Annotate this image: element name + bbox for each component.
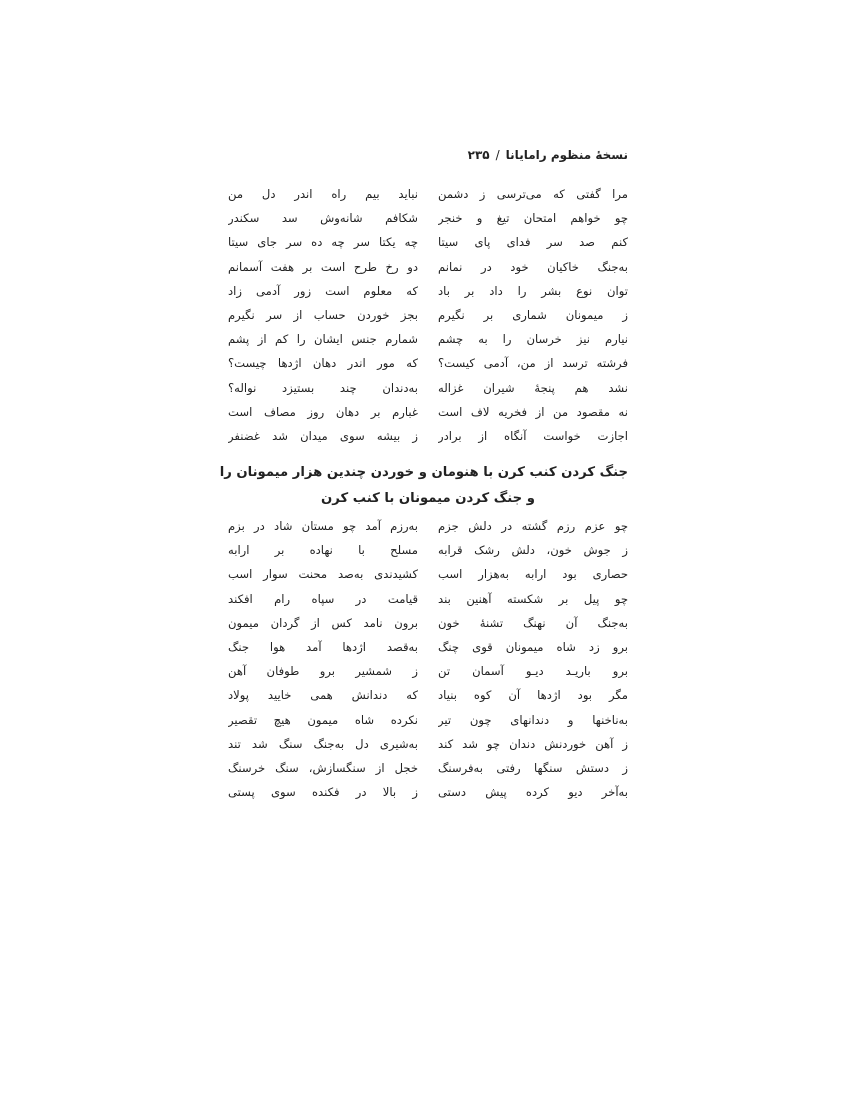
verse-row [228,589,628,613]
verse-row [228,661,628,685]
verse-row [228,540,628,564]
second-hemistich: شمارم جنس ایشان را کم از پشم [228,332,418,347]
second-hemistich: برون نامد کس از گردان میمون [228,615,418,630]
second-hemistich: ز بیشه سوی میدان شد غضنفر [228,428,418,443]
verse-row [228,613,628,637]
verse-row [228,257,628,281]
second-hemistich: خجل از سنگسازش، سنگ خرسنگ [228,760,418,775]
first-hemistich: به‌جنگ آن نهنگ تشنهٔ خون [438,615,628,630]
first-hemistich: ز میمونان شماری بر نگیرم [438,307,628,322]
second-hemistich: به‌شیری دل به‌جنگ سنگ شد تند [228,736,418,751]
second-hemistich: به‌دندان چند بستیزد نواله؟ [228,380,418,395]
first-hemistich: کنم صد سر فدای پای سیتا [438,235,628,250]
verse-row [228,232,628,256]
second-hemistich: که مور اندر دهان اژدها چیست؟ [228,356,418,371]
second-hemistich: غبارم بر دهان روز مصاف است [228,404,418,419]
section-heading-line: جنگ کردن کنب کرن با هنومان و خوردن چندین هزار میمونان را [219,465,628,480]
second-hemistich: که معلوم است زور آدمی زاد [228,283,418,298]
second-hemistich: بجز خوردن حساب از سر نگیرم [228,307,418,322]
first-hemistich: مرا گفتی که می‌ترسی ز دشمن [438,187,628,201]
second-hemistich: به‌قصد اژدها آمد هوا جنگ [228,639,418,654]
first-hemistich: ز آهن خوردنش دندان چو شد کند [438,736,628,751]
verse-row [228,305,628,329]
verse-row [228,782,628,806]
second-hemistich: ز شمشیر برو طوفان آهن [228,664,418,679]
second-hemistich: کشیدندی به‌صد محنت سوار اسب [228,567,418,582]
first-hemistich: حصاری بود ارابه به‌هزار اسب [438,567,628,582]
second-hemistich: که دندانش همی خایید پولاد [228,688,418,703]
first-hemistich: نشد هم پنجهٔ شیران غزاله [438,380,628,395]
first-hemistich: به‌آخر دیو کرده پیش دستی [438,785,628,800]
verse-row [228,734,628,758]
first-hemistich: اجازت خواست آنگاه از برادر [438,428,628,443]
first-hemistich: برو زد شاه میمونان قوی چنگ [438,639,628,654]
verse-row [228,516,628,540]
first-hemistich: چو پیل بر شکسته آهنین بند [438,591,628,606]
first-hemistich: چو خواهم امتحان تیغ و خنجر [438,211,628,226]
first-hemistich: ز دستش سنگها رفتی به‌فرسنگ [438,760,628,775]
first-hemistich: ز جوش خون، دلش رشک قرابه [438,543,628,558]
verse-row [228,329,628,353]
second-hemistich: ز بالا در فکنده سوی پستی [228,785,418,800]
header-separator: / [495,148,500,162]
book-title: نسخهٔ منظوم رامایانا [505,148,628,162]
first-hemistich: فرشته ترسد از من، آدمی کیست؟ [438,356,628,371]
second-hemistich: قیامت در سپاه رام افکند [228,591,418,606]
second-hemistich: نکرده شاه میمون هیچ تقصیر [228,712,418,727]
second-hemistich: شکافم شانه‌وش سد سکندر [228,211,418,226]
poem-stanza [228,184,628,450]
first-hemistich: چو عزم رزم گشته در دلش جزم [438,519,628,533]
poem-stanza [228,516,628,806]
section-heading-line: و جنگ کردن میمونان با کنب کرن [321,491,535,506]
first-hemistich: به‌جنگ خاکیان خود در نمانم [438,259,628,274]
first-hemistich: برو باریـد دیـو آسمان تن [438,664,628,679]
running-header [228,148,628,170]
page-number: ۲۳۵ [467,148,490,162]
verse-row [228,758,628,782]
verse-row [228,208,628,232]
verse-row [228,710,628,734]
second-hemistich: به‌رزم آمد چو مستان شاد در بزم [228,519,418,533]
first-hemistich: به‌ناخنها و دندانهای چون تیر [438,712,628,727]
verse-row [228,426,628,450]
verse-row [228,281,628,305]
second-hemistich: مسلح با نهاده بر ارابه [228,543,418,558]
verse-row [228,402,628,426]
verse-row [228,353,628,377]
first-hemistich: توان نوع بشر را داد بر باد [438,283,628,298]
first-hemistich: مگر بود اژدها آن کوه بنیاد [438,688,628,703]
second-hemistich: دو رخ طرح است بر هفت آسمانم [228,259,418,274]
section-heading [219,460,628,512]
verse-row [228,378,628,402]
verse-row [228,637,628,661]
second-hemistich: نباید بیم راه اندر دل من [228,187,418,201]
verse-row [228,564,628,588]
first-hemistich: نیارم نیز خرسان را به چشم [438,332,628,347]
verse-row [228,184,628,208]
verse-row [228,685,628,709]
second-hemistich: چه یکتا سر چه ده سر جای سیتا [228,235,418,250]
first-hemistich: نه مقصود من از فخریه لاف است [438,404,628,419]
